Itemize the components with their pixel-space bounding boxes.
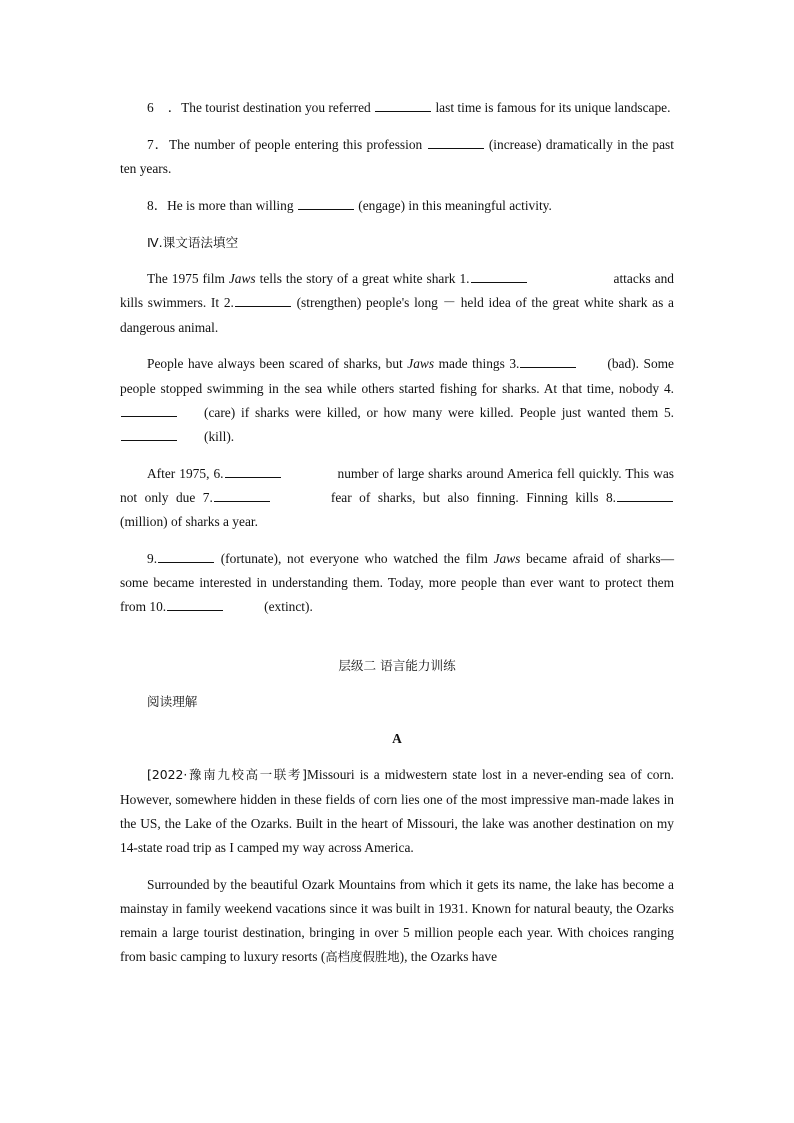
answer-blank[interactable]	[520, 366, 576, 368]
gloss-chinese: 高档度假胜地	[325, 949, 400, 965]
answer-blank[interactable]	[214, 500, 270, 502]
passage-paragraph-3: After 1975, 6. number of large sharks around America fell quickly. This was not only due 7. fear of sharks, but also finning. Finning kills 8. (million) of sharks a year.	[120, 465, 674, 530]
question-6: 6 ．The tourist destination you referred last time is famous for its unique landscape.	[147, 100, 671, 115]
answer-blank[interactable]	[225, 476, 281, 478]
answer-blank[interactable]	[121, 415, 177, 417]
answer-blank[interactable]	[428, 147, 484, 149]
section-heading: Ⅳ.课文语法填空	[147, 234, 239, 250]
source-label: [2022·豫南九校高一联考]	[147, 767, 307, 783]
answer-blank[interactable]	[298, 208, 354, 210]
article-paragraph-1: [2022·豫南九校高一联考]Missouri is a midwestern state lost in a never-ending sea of corn. However, somewhere hidden in these fields of corn lies one of the most impressive man-made lakes in the US, the Lake of the Ozarks. Built in the heart of Missouri, the lake was another destination on my 14-state road trip as I camped my way across America.	[120, 767, 674, 855]
film-title: Jaws	[228, 271, 256, 287]
article-paragraph-2: Surrounded by the beautiful Ozark Mountains from which it gets its name, the lake has become a mainstay in family weekend vacations since it was built in 1931. Known for natural beauty, the Ozarks remain a large tourist destination, bringing in over 5 million people each year. With choices ranging from basic camping to luxury resorts (高档度假胜地), the Ozarks have	[120, 876, 674, 965]
answer-blank[interactable]	[471, 281, 527, 283]
answer-blank[interactable]	[158, 561, 214, 563]
reading-heading: 阅读理解	[147, 694, 198, 710]
answer-blank[interactable]	[617, 500, 673, 502]
answer-blank[interactable]	[167, 609, 223, 611]
film-title: Jaws	[493, 551, 521, 566]
level-heading: 层级二 语言能力训练	[338, 657, 456, 673]
answer-blank[interactable]	[121, 439, 177, 441]
answer-blank[interactable]	[235, 305, 291, 307]
answer-blank[interactable]	[375, 110, 431, 112]
question-7: 7．The number of people entering this profession (increase) dramatically in the past ten years.	[120, 136, 674, 176]
document-page	[120, 96, 674, 982]
passage-letter: A	[392, 730, 402, 746]
question-8: 8．He is more than willing (engage) in this meaningful activity.	[147, 197, 552, 213]
passage-paragraph-2: People have always been scared of sharks, but Jaws made things 3. (bad). Some people stopped swimming in the sea while others started fishing for sharks. At that time, nobody 4.(care) if sharks were killed, or how many were killed. People just wanted them 5.(kill).	[120, 356, 675, 444]
film-title: Jaws	[407, 356, 435, 372]
passage-paragraph-4: 9. (fortunate), not everyone who watched the film Jaws became afraid of sharks—some became interested in understanding them. Today, more people than ever want to protect them from 10. (extinct).	[120, 551, 674, 615]
passage-paragraph-1: The 1975 film Jaws tells the story of a great white shark 1. attacks and kills swimmers. It 2. (strengthen) people's long － held idea of the great white shark as a dangerous animal.	[120, 271, 675, 335]
